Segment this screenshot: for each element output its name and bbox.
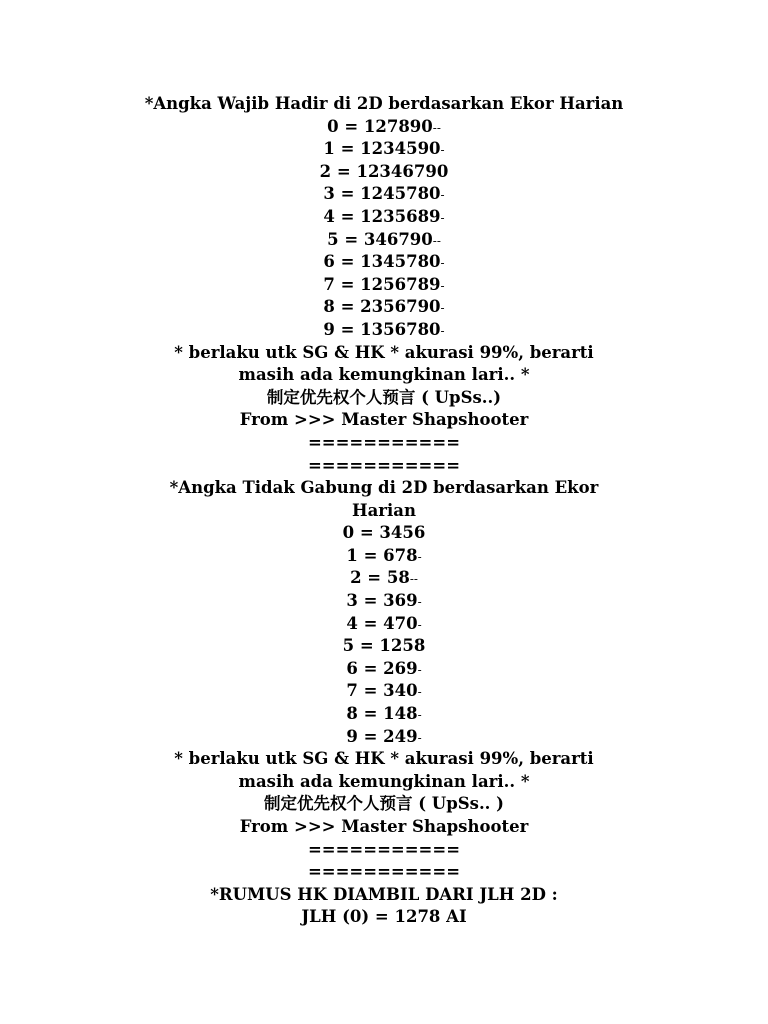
section1-separator-1: =========== (307, 432, 461, 452)
section2-title-line2: Harian (352, 500, 416, 520)
section3-line1: JLH (0) = 1278 AI (301, 907, 467, 927)
section1-row-6: 6 = 1345780- (323, 252, 445, 272)
section3-title: *RUMUS HK DIAMBIL DARI JLH 2D : (210, 884, 558, 904)
section2-row-6: 6 = 269- (346, 658, 422, 678)
section1-separator-2: =========== (307, 455, 461, 475)
section1-row-9: 9 = 1356780- (323, 319, 445, 339)
section1-cjk-text: 制定优先权个人预言 (266, 387, 416, 407)
section1-row-2: 2 = 12346790 (319, 161, 449, 181)
section2-note-line1: * berlaku utk SG & HK * akurasi 99%, berarti (174, 749, 594, 769)
section2-rows (0, 522, 768, 748)
section1-row-7: 7 = 1256789- (323, 274, 445, 294)
section1-cjk-suffix: ( UpSs..) (415, 387, 502, 407)
section2-row-1: 1 = 678- (346, 545, 422, 565)
document-page (0, 93, 768, 929)
section1-rows (0, 116, 768, 342)
section2-from-line: From >>> Master Shapshooter (239, 817, 529, 836)
section1-row-4: 4 = 1235689- (323, 206, 445, 226)
section1-row-1: 1 = 1234590- (323, 139, 445, 159)
section2-row-8: 8 = 148- (346, 704, 422, 724)
section2-row-5: 5 = 1258 (342, 636, 426, 656)
section2-cjk-text: 制定优先权个人预言 (264, 794, 413, 814)
section1-row-0: 0 = 127890-- (327, 116, 441, 136)
section1-row-5: 5 = 346790-- (327, 229, 441, 249)
section2-cjk-line (0, 793, 768, 816)
section2-note-line2: masih ada kemungkinan lari.. * (238, 771, 530, 791)
section2-row-4: 4 = 470- (346, 613, 422, 633)
section2-separator-1: =========== (307, 839, 461, 859)
section2-title-line1: *Angka Tidak Gabung di 2D berdasarkan Ekor (169, 478, 599, 498)
section2-row-3: 3 = 369- (346, 591, 422, 611)
section2-row-2: 2 = 58-- (350, 568, 418, 588)
section1-title: *Angka Wajib Hadir di 2D berdasarkan Ekor Harian (144, 94, 624, 113)
section2-row-7: 7 = 340- (346, 681, 422, 701)
section1-row-3: 3 = 1245780- (323, 184, 445, 204)
section1-cjk-line (0, 387, 768, 410)
section2-row-9: 9 = 249- (346, 726, 422, 746)
section2-row-0: 0 = 3456 (342, 523, 426, 543)
section2-cjk-suffix: ( UpSs.. ) (412, 794, 504, 814)
section1-note-line1: * berlaku utk SG & HK * akurasi 99%, berarti (174, 342, 594, 362)
section1-row-8: 8 = 2356790- (323, 297, 445, 317)
section2-separator-2: =========== (307, 862, 461, 882)
section1-from-line: From >>> Master Shapshooter (239, 410, 529, 430)
section1-note-line2: masih ada kemungkinan lari.. * (238, 365, 530, 385)
